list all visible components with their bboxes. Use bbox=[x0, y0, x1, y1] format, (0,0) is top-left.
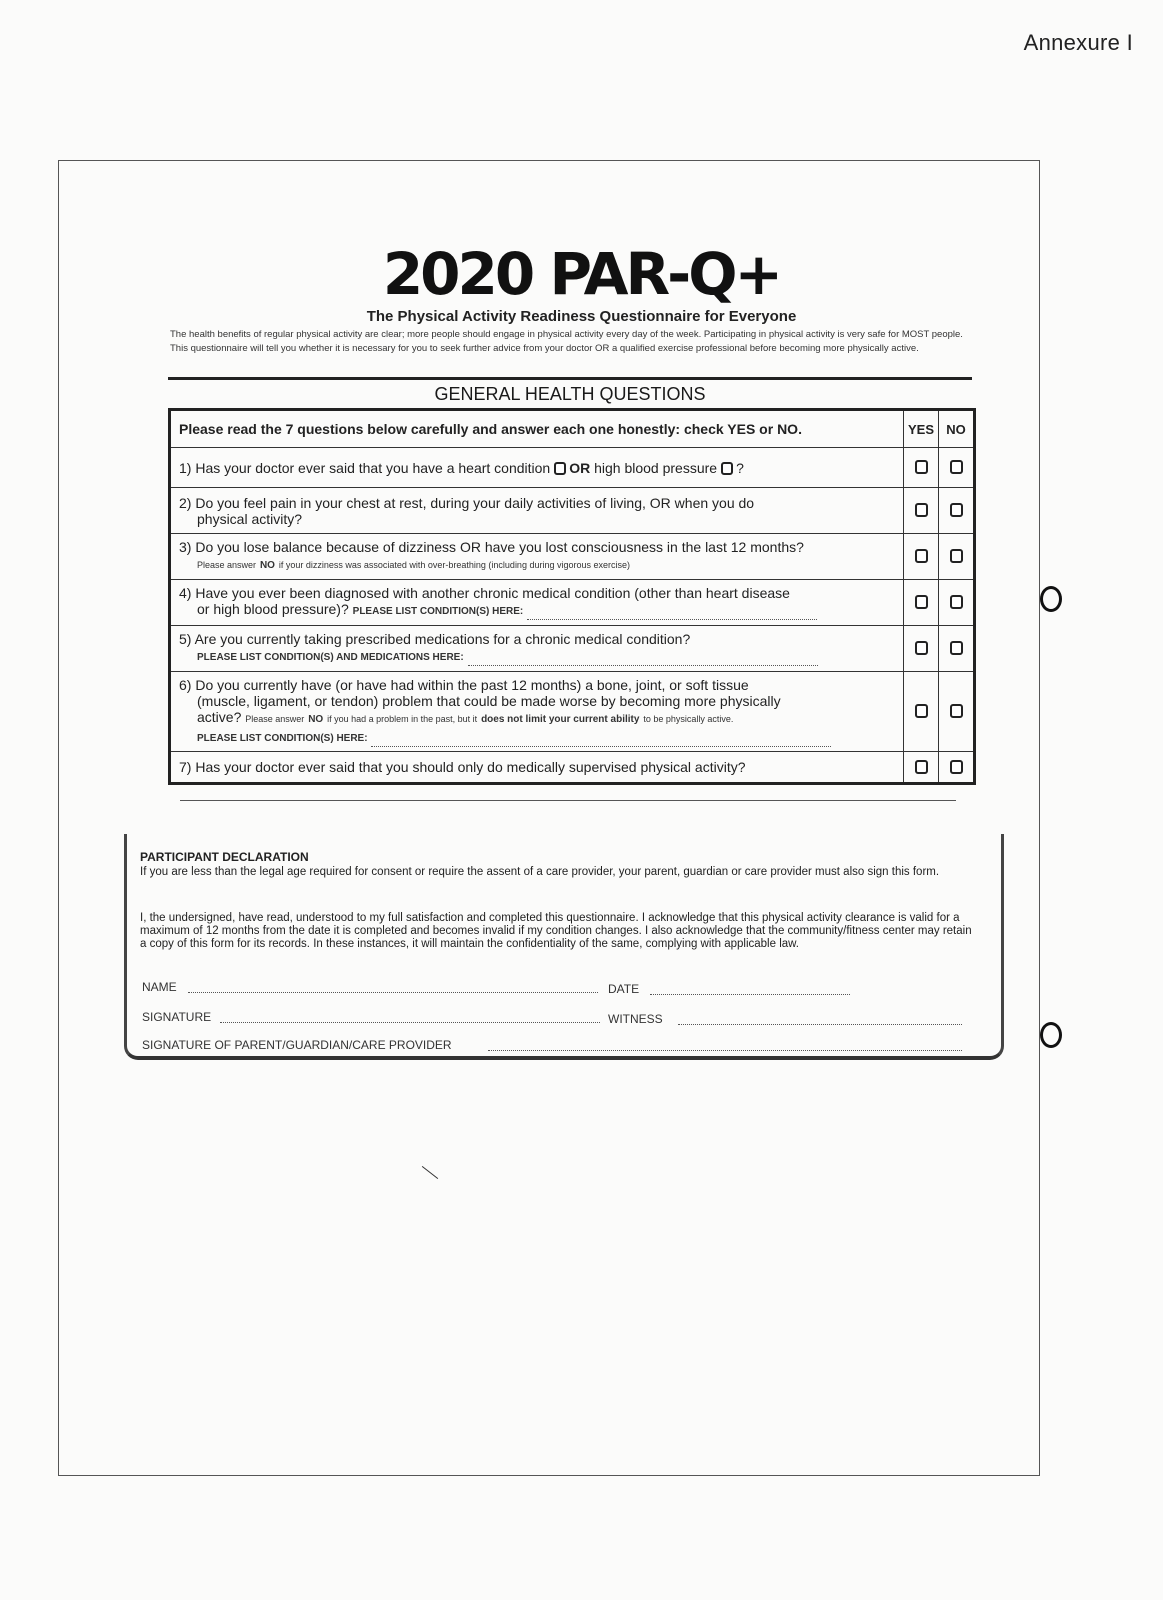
form-subtitle: The Physical Activity Readiness Questionnaire for Everyone bbox=[366, 308, 797, 325]
question-row-1 bbox=[170, 448, 975, 488]
binder-hole-bottom bbox=[1040, 1022, 1062, 1048]
q6-yes-checkbox[interactable] bbox=[915, 704, 928, 718]
q3-text: 3) Do you lose balance because of dizziness OR have you lost consciousness in the last 12 months? bbox=[179, 539, 804, 555]
q6-no-checkbox[interactable] bbox=[950, 704, 963, 718]
question-3-text bbox=[170, 534, 904, 580]
q5-list-line bbox=[179, 647, 895, 666]
question-row-4 bbox=[170, 580, 975, 626]
question-5-text bbox=[170, 626, 904, 672]
q5-yes-checkbox[interactable] bbox=[915, 641, 928, 655]
q6-text-cont2: active? bbox=[197, 708, 242, 725]
q6-text: 6) Do you currently have (or have had within the past 12 months) a bone, joint, or soft tissue bbox=[179, 676, 749, 693]
q7-no-cell bbox=[939, 752, 975, 784]
q7-no-checkbox[interactable] bbox=[950, 760, 963, 774]
q1-text-or: OR bbox=[569, 459, 591, 476]
q7-yes-cell bbox=[904, 752, 939, 784]
question-row-7 bbox=[170, 752, 975, 784]
q5-yes-cell bbox=[904, 626, 939, 672]
q4-yes-checkbox[interactable] bbox=[915, 595, 928, 609]
q7-text: 7) Has your doctor ever said that you should only do medically supervised physical activity? bbox=[179, 759, 746, 775]
q3-yes-cell bbox=[904, 534, 939, 580]
q6-note-e: to be physically active. bbox=[643, 713, 734, 724]
q5-medications-field[interactable] bbox=[468, 665, 818, 666]
signature-field[interactable] bbox=[220, 1022, 600, 1023]
question-row-2 bbox=[170, 488, 975, 534]
q7-yes-checkbox[interactable] bbox=[915, 760, 928, 774]
title-divider bbox=[168, 377, 972, 380]
date-field[interactable] bbox=[650, 994, 850, 995]
questions-table bbox=[168, 408, 976, 785]
q1-text-a: 1) Has your doctor ever said that you have a heart condition bbox=[179, 459, 551, 476]
q5-no-checkbox[interactable] bbox=[950, 641, 963, 655]
question-6-text bbox=[170, 672, 904, 752]
q5-list-label: PLEASE LIST CONDITION(S) AND MEDICATIONS HERE: bbox=[197, 652, 464, 663]
q1-text-c: high blood pressure bbox=[594, 459, 718, 476]
binder-hole-top bbox=[1040, 586, 1062, 612]
q2-no-checkbox[interactable] bbox=[950, 503, 963, 517]
question-row-3 bbox=[170, 534, 975, 580]
declaration-title: PARTICIPANT DECLARATION bbox=[140, 850, 309, 864]
intro-paragraph: The health benefits of regular physical activity are clear; more people should engage in physical activity every day of the week. Participating in physical activity is very safe for MOST people. This questionnaire will tell you whether it is necessary for you to seek further advice from your doctor OR a qualified exercise professional before becoming more physically active. bbox=[170, 329, 963, 354]
q2-yes-checkbox[interactable] bbox=[915, 503, 928, 517]
q4-no-cell bbox=[939, 580, 975, 626]
q6-note-d: does not limit your current ability bbox=[481, 713, 640, 725]
parent-signature-field[interactable] bbox=[488, 1050, 962, 1051]
q6-note-b: NO bbox=[308, 713, 324, 725]
declaration-para-2: I, the undersigned, have read, understood to my full satisfaction and completed this questionnaire. I acknowledge that this physical activity clearance is valid for a maximum of 12 months from the date it is completed and becomes invalid if my condition changes. I also acknowledge that the community/fitness center may retain a copy of this form for its records. In these instances, it will maintain the confidentiality of the same, complying with applicable law. bbox=[140, 912, 972, 950]
q6-note-c: if you had a problem in the past, but it bbox=[327, 713, 478, 724]
name-label: NAME bbox=[142, 980, 177, 994]
page-frame bbox=[58, 160, 1040, 1476]
q3-note-a: Please answer bbox=[197, 560, 257, 570]
question-2-text bbox=[170, 488, 904, 534]
q6-list-line bbox=[179, 728, 895, 747]
question-row-6 bbox=[170, 672, 975, 752]
q6-list-label: PLEASE LIST CONDITION(S) HERE: bbox=[197, 732, 368, 744]
q5-text: 5) Are you currently taking prescribed medications for a chronic medical condition? bbox=[179, 631, 691, 647]
q6-text-cont: (muscle, ligament, or tendon) problem that could be made worse by becoming more physically bbox=[197, 692, 781, 709]
q1-text-d: ? bbox=[736, 459, 744, 476]
instruction-cell: Please read the 7 questions below carefully and answer each one honestly: check YES or NO. bbox=[170, 410, 904, 448]
q3-no-cell bbox=[939, 534, 975, 580]
q3-note-b: NO bbox=[259, 560, 275, 571]
declaration-para-1: If you are less than the legal age required for consent or require the assent of a care provider, your parent, guardian or care provider must also sign this form. bbox=[140, 866, 940, 878]
q4-cont-line bbox=[179, 601, 895, 620]
q6-yes-cell bbox=[904, 672, 939, 752]
q4-list-label: PLEASE LIST CONDITION(S) HERE: bbox=[352, 606, 524, 617]
q6-no-cell bbox=[939, 672, 975, 752]
q6-note-a: Please answer bbox=[245, 713, 305, 724]
witness-field[interactable] bbox=[678, 1024, 962, 1025]
q3-no-checkbox[interactable] bbox=[950, 549, 963, 563]
q6-conditions-field[interactable] bbox=[371, 746, 831, 747]
signature-label: SIGNATURE bbox=[142, 1010, 212, 1024]
date-label: DATE bbox=[608, 982, 640, 996]
q4-text-cont: or high blood pressure)? bbox=[197, 601, 349, 617]
q4-conditions-field[interactable] bbox=[527, 619, 817, 620]
q3-note-c: if your dizziness was associated with over-breathing (including during vigorous exercise) bbox=[278, 560, 630, 570]
q1-no-cell bbox=[939, 448, 975, 488]
parent-signature-label: SIGNATURE OF PARENT/GUARDIAN/CARE PROVIDER bbox=[142, 1038, 452, 1052]
q2-text: 2) Do you feel pain in your chest at rest, during your daily activities of living, OR when you do bbox=[179, 494, 755, 511]
q2-no-cell bbox=[939, 488, 975, 534]
question-row-5 bbox=[170, 626, 975, 672]
q1-yes-checkbox[interactable] bbox=[915, 460, 928, 474]
q4-text: 4) Have you ever been diagnosed with another chronic medical condition (other than heart disease bbox=[179, 585, 790, 601]
q2-yes-cell bbox=[904, 488, 939, 534]
annexure-label: Annexure I bbox=[1023, 30, 1133, 55]
question-1-text bbox=[170, 448, 904, 488]
table-header-row bbox=[170, 410, 975, 448]
question-4-text bbox=[170, 580, 904, 626]
yes-column-header: YES bbox=[904, 410, 939, 448]
witness-label: WITNESS bbox=[608, 1012, 663, 1026]
section-title: GENERAL HEALTH QUESTIONS bbox=[434, 384, 706, 404]
q2-text-cont: physical activity? bbox=[197, 510, 303, 527]
q5-no-cell bbox=[939, 626, 975, 672]
table-underline bbox=[180, 800, 956, 801]
question-7-text bbox=[170, 752, 904, 784]
q3-yes-checkbox[interactable] bbox=[915, 549, 928, 563]
q1-yes-cell bbox=[904, 448, 939, 488]
no-column-header: NO bbox=[939, 410, 975, 448]
form-title: 2020 PAR-Q+ bbox=[382, 240, 781, 308]
name-field[interactable] bbox=[188, 992, 598, 993]
blood-pressure-checkbox[interactable] bbox=[721, 462, 733, 475]
q1-no-checkbox[interactable] bbox=[950, 460, 963, 474]
q3-note bbox=[179, 555, 895, 574]
heart-condition-checkbox[interactable] bbox=[554, 462, 566, 475]
q4-no-checkbox[interactable] bbox=[950, 595, 963, 609]
q4-yes-cell bbox=[904, 580, 939, 626]
q6-active-line bbox=[179, 709, 895, 728]
